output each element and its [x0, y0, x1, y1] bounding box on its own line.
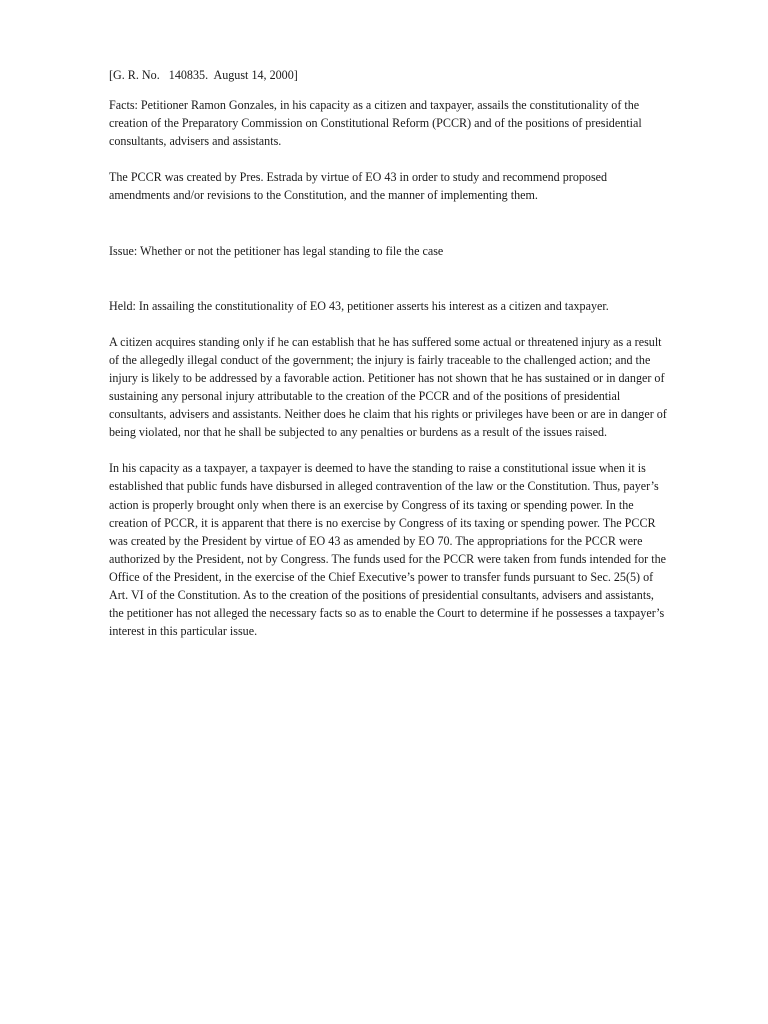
case-citation: [G. R. No. 140835. August 14, 2000] [109, 68, 298, 82]
facts-paragraph: Facts: Petitioner Ramon Gonzales, in his capacity as a citizen and taxpayer, assails the constitutionality of the creation of the Preparatory Commission on Constitutional Reform (PCCR) and of the positions of presidential consultants, advisers and assistants. [109, 98, 642, 149]
held-paragraph: Held: In assailing the constitutionality of EO 43, petitioner asserts his interest as a citizen and taxpayer. [109, 298, 609, 313]
issue-paragraph: Issue: Whether or not the petitioner has legal standing to file the case [109, 243, 444, 258]
document-page [109, 66, 669, 640]
citizen-standing-paragraph: A citizen acquires standing only if he can establish that he has suffered some actual or threatened injury as a result of the allegedly illegal conduct of the government; the injury is fairly traceable to the challenged action; and the injury is likely to be addressed by a favorable action. Petitioner has not shown that he has sustained or in danger of sustaining any personal injury attributable to the creation of the PCCR and of the positions of presidential consultants, advisers and assistants. Neither does he claim that his rights or privileges have been or are in danger of being violated, nor that he shall be subjected to any penalties or burdens as a result of the issues raised. [109, 334, 667, 440]
taxpayer-standing-paragraph: In his capacity as a taxpayer, a taxpayer is deemed to have the standing to raise a constitutional issue when it is established that public funds have disbursed in alleged contravention of the law or the Constitution. Thus, payer’s action is properly brought only when there is an exercise by Congress of its taxing or spending power. In the creation of PCCR, it is apparent that there is no exercise by Congress of its taxing or spending power. The PCCR was created by the President by virtue of EO 43 as amended by EO 70. The appropriations for the PCCR were authorized by the President, not by Congress. The funds used for the PCCR were taken from funds intended for the Office of the President, in the exercise of the Chief Executive’s power to transfer funds pursuant to Sec. 25(5) of Art. VI of the Constitution. As to the creation of the positions of presidential consultants, advisers and assistants, the petitioner has not alleged the necessary facts so as to enable the Court to determine if he possesses a taxpayer’s interest in this particular issue. [109, 461, 666, 639]
pccr-creation-paragraph: The PCCR was created by Pres. Estrada by virtue of EO 43 in order to study and recommend proposed amendments and/or revisions to the Constitution, and the manner of implementing them. [109, 170, 608, 203]
